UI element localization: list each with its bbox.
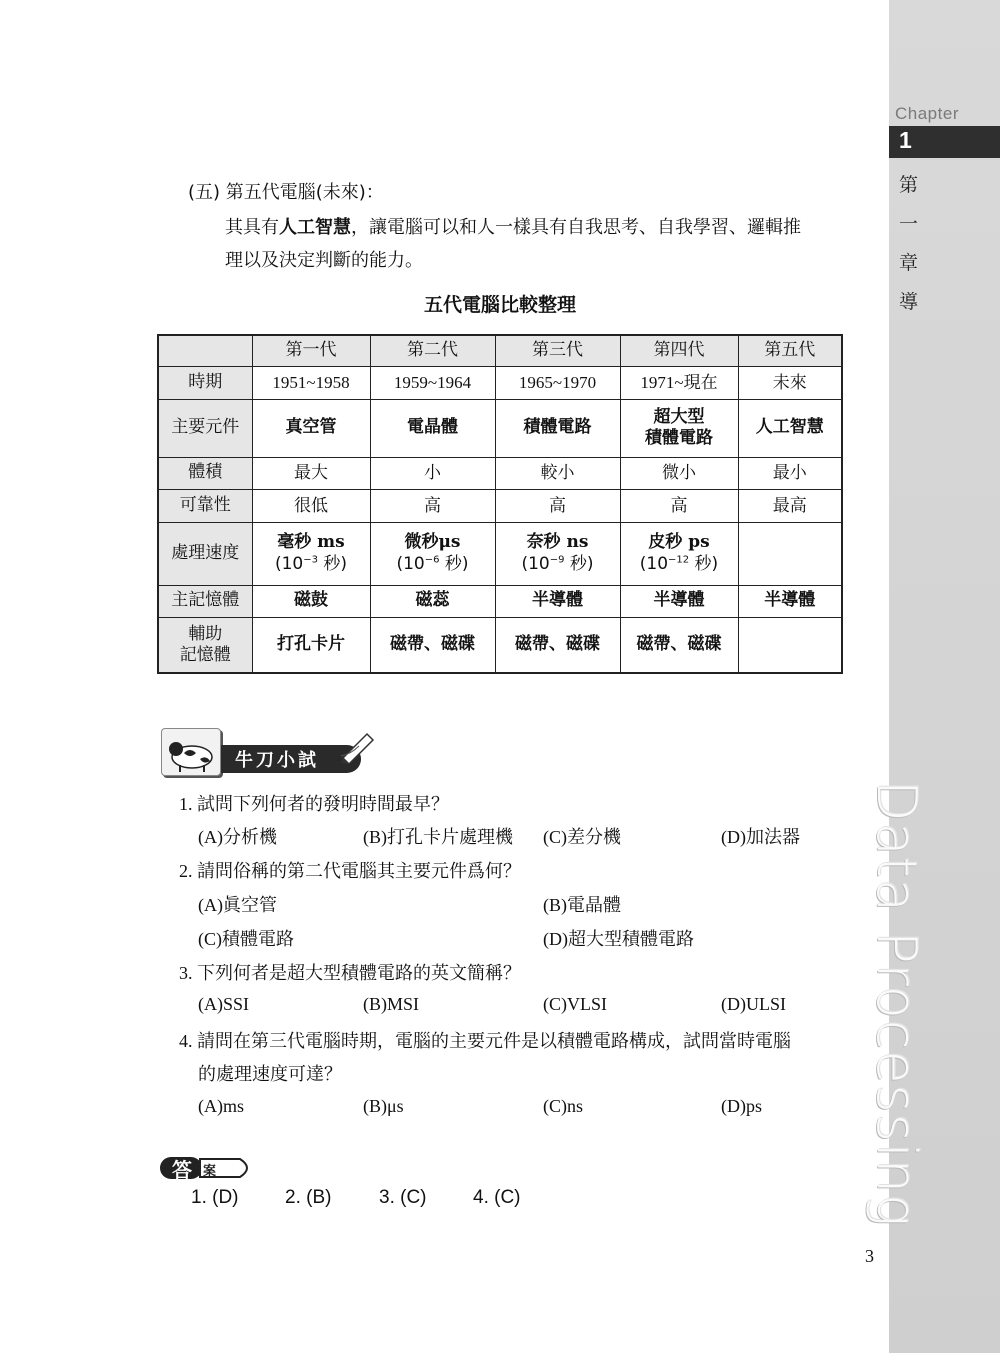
- table-cell: 打孔卡片: [252, 617, 370, 673]
- row-label: 主記憶體: [158, 585, 252, 617]
- question-option: (B)MSI: [363, 994, 420, 1014]
- row-label: 處理速度: [158, 522, 252, 585]
- table-cell: [738, 617, 842, 673]
- question-option: (C)積體電路: [198, 929, 294, 949]
- text-span: ，讓電腦可以和人一樣具有自我思考、自我學習、邏輯推: [351, 217, 801, 238]
- table-cell: 最高: [738, 489, 842, 522]
- answer-item: 2. (B): [285, 1187, 332, 1208]
- table-header-cell: 第二代: [370, 335, 495, 366]
- table-row: [158, 489, 842, 522]
- table-row: [158, 399, 842, 457]
- table-header-cell: 第五代: [738, 335, 842, 366]
- comparison-table: [157, 334, 843, 674]
- table-cell: 未來: [738, 366, 842, 399]
- table-row: [158, 522, 842, 585]
- exp-base: (10: [521, 553, 550, 574]
- bold-term: 人工智慧: [279, 217, 351, 238]
- chapter-number: 1: [899, 127, 912, 153]
- question-2: 2. 請問俗稱的第二代電腦其主要元件爲何？: [179, 861, 521, 881]
- table-cell: 半導體: [738, 585, 842, 617]
- question-option: (A)眞空管: [198, 895, 277, 915]
- table-cell: 磁帶、磁碟: [620, 617, 738, 673]
- chapter-label: Chapter: [895, 104, 959, 123]
- table-title: 五代電腦比較整理: [423, 294, 576, 316]
- table-cell: 1965~1970: [495, 366, 620, 399]
- exp-suffix: 秒): [564, 553, 594, 574]
- exponent: −6: [424, 553, 440, 565]
- table-row: [158, 585, 842, 617]
- table-row: [158, 366, 842, 399]
- table-cell: [620, 522, 738, 585]
- vertical-watermark: [865, 780, 968, 1228]
- table-cell: 磁帶、磁碟: [495, 617, 620, 673]
- row-label: 時期: [158, 366, 252, 399]
- exp-suffix: 秒): [317, 553, 348, 574]
- table-header-cell: 第四代: [620, 335, 738, 366]
- speed-unit: 皮秒 ps: [648, 532, 710, 553]
- cow-icon: [161, 728, 221, 776]
- speed-exp: [371, 554, 495, 575]
- cell-line: 超大型: [653, 406, 705, 427]
- speed-unit: 毫秒 ms: [277, 532, 345, 553]
- exponent: −9: [549, 553, 565, 565]
- exp-suffix: 秒): [439, 553, 469, 574]
- table-cell: 1971~現在: [620, 366, 738, 399]
- table-cell: 磁鼓: [252, 585, 370, 617]
- table-cell: 高: [620, 489, 738, 522]
- question-option: (D)ULSI: [721, 994, 786, 1014]
- answer-badge-big: 答: [172, 1158, 192, 1182]
- table-header-cell: [158, 335, 252, 366]
- table-header-cell: 第一代: [252, 335, 370, 366]
- question-3: 3. 下列何者是超大型積體電路的英文簡稱？: [179, 963, 521, 983]
- speed-exp: [253, 554, 370, 575]
- text-span: 其具有: [225, 217, 279, 238]
- table-cell: 磁蕊: [370, 585, 495, 617]
- table-cell: 磁帶、磁碟: [370, 617, 495, 673]
- table-row: [158, 457, 842, 489]
- vertical-text: Data Processing: [865, 780, 928, 1228]
- pencil-icon: [339, 728, 379, 764]
- table-cell: [495, 522, 620, 585]
- table-row: [158, 335, 842, 366]
- cell-line: 記憶體: [179, 644, 231, 665]
- table-row: [158, 617, 842, 673]
- exp-suffix: 秒): [689, 553, 719, 574]
- speed-exp: [621, 554, 738, 575]
- exp-base: (10: [639, 553, 669, 574]
- answer-item: 4. (C): [473, 1187, 521, 1208]
- table-cell: 真空管: [252, 399, 370, 457]
- table-cell: 電晶體: [370, 399, 495, 457]
- quiz-badge: [161, 728, 391, 776]
- chapter-title-char: 章: [899, 252, 919, 274]
- question-option: (A)分析機: [198, 827, 277, 847]
- table-cell: [252, 522, 370, 585]
- page-number: 3: [865, 1246, 874, 1266]
- table-cell: 小: [370, 457, 495, 489]
- exponent: −12: [668, 553, 690, 565]
- table-cell: [620, 399, 738, 457]
- chapter-title-char: 第: [899, 174, 919, 196]
- quiz-label: 牛刀小試: [235, 750, 319, 771]
- exponent: −3: [303, 553, 318, 565]
- table-cell: 半導體: [495, 585, 620, 617]
- table-cell: [370, 522, 495, 585]
- table-cell: 很低: [252, 489, 370, 522]
- question-option: (C)ns: [543, 1096, 583, 1116]
- table-cell: [738, 522, 842, 585]
- question-option: (C)差分機: [543, 827, 621, 847]
- table-cell: 較小: [495, 457, 620, 489]
- question-option: (A)SSI: [198, 994, 250, 1014]
- table-cell: 1951~1958: [252, 366, 370, 399]
- question-option: (B)打孔卡片處理機: [363, 827, 513, 847]
- question-option: (B)電晶體: [543, 895, 621, 915]
- table-cell: 微小: [620, 457, 738, 489]
- question-4-line2: 的處理速度可達？: [198, 1064, 342, 1084]
- table-cell: 1959~1964: [370, 366, 495, 399]
- chapter-title-char: 導: [899, 291, 919, 313]
- table-cell: 高: [495, 489, 620, 522]
- question-4: 4. 請問在第三代電腦時期，電腦的主要元件是以積體電路構成，試問當時電腦: [179, 1031, 791, 1051]
- answer-badge: [160, 1156, 260, 1180]
- exp-base: (10: [396, 553, 425, 574]
- table-cell: 最小: [738, 457, 842, 489]
- table-cell: 積體電路: [495, 399, 620, 457]
- question-option: (B)μs: [363, 1096, 404, 1116]
- question-option: (D)超大型積體電路: [543, 929, 694, 949]
- paragraph-line: [225, 213, 801, 239]
- speed-unit: 微秒μs: [404, 532, 461, 553]
- question-1: 1. 試問下列何者的發明時間最早？: [179, 794, 449, 814]
- table-cell: 半導體: [620, 585, 738, 617]
- cell-line: 輔助: [188, 623, 223, 644]
- question-option: (C)VLSI: [543, 994, 607, 1014]
- table-cell: 人工智慧: [738, 399, 842, 457]
- chapter-title-char: 一: [899, 213, 919, 235]
- table-cell: 高: [370, 489, 495, 522]
- row-label: 主要元件: [158, 399, 252, 457]
- row-label: 體積: [158, 457, 252, 489]
- speed-exp: [496, 554, 620, 575]
- answer-item: 3. (C): [379, 1187, 427, 1208]
- question-option: (D)ps: [721, 1096, 762, 1116]
- answer-badge-small: 案: [203, 1164, 217, 1179]
- cell-line: 積體電路: [645, 428, 713, 448]
- question-option: (D)加法器: [721, 827, 800, 847]
- table-cell: 最大: [252, 457, 370, 489]
- exp-base: (10: [274, 553, 304, 574]
- table-header-cell: 第三代: [495, 335, 620, 366]
- question-option: (A)ms: [198, 1096, 244, 1116]
- answer-item: 1. (D): [191, 1187, 239, 1208]
- row-label: [158, 617, 252, 673]
- row-label: 可靠性: [158, 489, 252, 522]
- paragraph-line: 理以及決定判斷的能力。: [225, 250, 423, 271]
- section-heading: (五) 第五代電腦(未來)：: [188, 182, 384, 203]
- speed-unit: 奈秒 ns: [526, 532, 589, 553]
